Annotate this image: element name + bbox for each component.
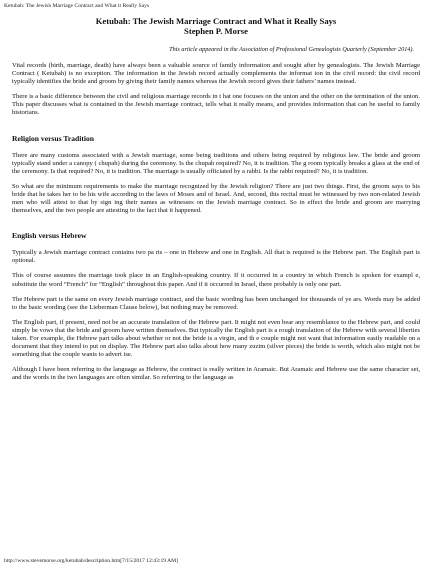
paragraph: Vital records (birth, marriage, death) have always been a valuable source of family information and sought after by genealogists. The Jewish Marriage Contract ( Ketubah) is no exception. The information in the Jewish record actually complements the informat ion in the civil record: the civil record typically identifies the bride and groom by giving their family names whereas the Jewish record gives their fathers’ names instead. bbox=[12, 62, 420, 86]
paragraph: So what are the minimum requirements to make the marriage recognized by the Jewish religion? There are just two things. First, the groom says to his bride that he takes her to be his wife according to the laws of Moses and of Israel. And, second, this recital must be witnessed by two non-related Jewish men who will attest to that by sign ing their names as witnesses on the Jewish marriage contract. So in effect the bride and groom are marrying themselves, and the two people are attesting to the fact that it happened. bbox=[12, 182, 420, 215]
article bbox=[12, 16, 420, 389]
article-title: Ketubah: The Jewish Marriage Contract and What it Really Says bbox=[95, 16, 337, 26]
section-religion-vs-tradition bbox=[12, 134, 420, 216]
paragraph: The Hebrew part is the same on every Jewish marriage contract, and the basic wording has been unchanged for thousands of ye ars. Words may be added to the basic wording (see the Lieberman Clause below), but nothing may be removed. bbox=[12, 295, 420, 311]
publication-note: This article appeared in the Association of Professional Genealogists Quarterly (September 2014). bbox=[169, 46, 414, 53]
article-author: Stephen P. Morse bbox=[184, 26, 248, 36]
paragraph: The English part, if present, need not be an accurate translation of the Hebrew part. It might not even bear any resemblance to the Hebrew part, and could simply be vows that the bride and groom have written themselves. But typically the English part is a rough translation of the Hebrew with several liberties taken. For example, the Hebrew part talks about whether or not the bride is a virgin, and th e couple might not want that information easily readable on a document that they intend to put on display. The Hebrew part also talks about how many zuzim (silver pieces) the bride is worth, which also might not be something that the couple wants to advert ise. bbox=[12, 318, 420, 359]
paragraph: There is a basic difference between the civil and religious marriage records in t hat one focuses on the union and the other on the termination of the union. This paper discusses what is contained in the Jewish marriage contract, tells what it really means, and provides information that can be useful to family historians. bbox=[12, 93, 420, 117]
section-heading: Religion versus Tradition bbox=[12, 133, 94, 143]
section-english-vs-hebrew bbox=[12, 231, 420, 382]
paragraph: There are many customs associated with a Jewish marriage, some being traditions and others being required by religious law. The bride and groom typically stand under a canopy ( chupah) during the ceremony. Is the chupah required? No, it is tradition. The g room typically breaks a glass at the end of the ceremony. Is that required? No, it is tradition. The marriage is usually officiated by a rabbi. Is the rabbi required? No, it is tradition. bbox=[12, 151, 420, 175]
intro-section bbox=[12, 62, 420, 118]
print-footer-url: http://www.stevemorse.org/ketubah/description.htm[7/15/2017 12:43:19 AM] bbox=[4, 558, 179, 564]
print-header: Ketubah: The Jewish Marriage Contract and What it Really Says bbox=[4, 3, 150, 9]
paragraph: Typically a Jewish marriage contract contains two pa rts – one in Hebrew and one in English. All that is required is the Hebrew part. The English part is optional. bbox=[12, 249, 420, 265]
paragraph: Although I have been referring to the language as Hebrew, the contract is really written in Aramaic. But Aramaic and Hebrew use the same character set, and the words in the two languages are often similar. So referring to the language as bbox=[12, 366, 420, 382]
paragraph: This of course assumes the marriage took place in an English-speaking country. If it occurred in a country in which French is spoken for exampl e, substitute the word “French” for “English” throughout this paper. And if it occurred in Israel, there probably is only one part. bbox=[12, 272, 420, 288]
section-heading: English versus Hebrew bbox=[12, 231, 87, 241]
